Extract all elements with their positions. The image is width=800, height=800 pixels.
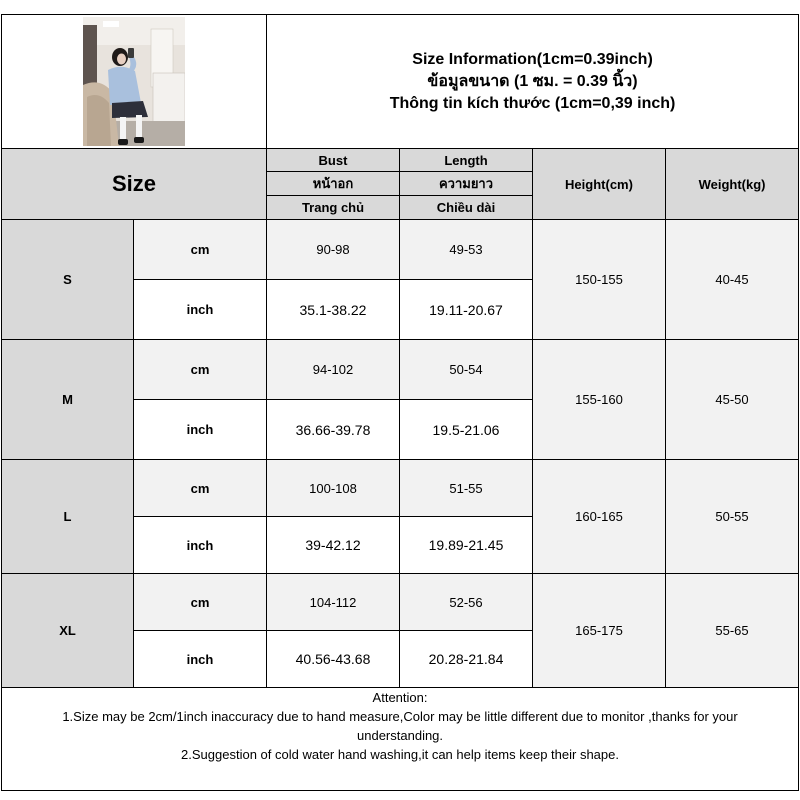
weight-header: Weight(kg): [666, 149, 799, 220]
attention-title: Attention:: [372, 690, 428, 705]
unit-label: inch: [134, 517, 267, 574]
unit-label: cm: [134, 574, 267, 631]
table-row: [2, 340, 799, 400]
length-header: Length: [400, 149, 533, 172]
intro-row: [2, 15, 799, 149]
length-value: 19.89-21.45: [400, 517, 533, 574]
table-row: [2, 220, 799, 280]
height-value: 165-175: [533, 574, 666, 688]
title-line-english: Size Information(1cm=0.39inch): [412, 50, 653, 68]
product-photo: [83, 17, 185, 146]
attention-note-2: 2.Suggestion of cold water hand washing,it can help items keep their shape.: [181, 747, 619, 762]
table-row: [2, 460, 799, 517]
bust-value: 35.1-38.22: [267, 280, 400, 340]
length-value: 51-55: [400, 460, 533, 517]
height-header: Height(cm): [533, 149, 666, 220]
bust-value: 90-98: [267, 220, 400, 280]
length-value: 19.5-21.06: [400, 400, 533, 460]
height-value: 160-165: [533, 460, 666, 574]
weight-value: 50-55: [666, 460, 799, 574]
weight-value: 45-50: [666, 340, 799, 460]
bust-value: 100-108: [267, 460, 400, 517]
size-info-title: [267, 15, 799, 149]
bust-value: 40.56-43.68: [267, 631, 400, 688]
length-value: 50-54: [400, 340, 533, 400]
size-column-header: Size: [2, 149, 267, 220]
size-label: M: [2, 340, 134, 460]
size-label: L: [2, 460, 134, 574]
size-label: S: [2, 220, 134, 340]
length-value: 20.28-21.84: [400, 631, 533, 688]
photo-cell: [2, 15, 267, 149]
table-row: [2, 574, 799, 631]
bust-value: 36.66-39.78: [267, 400, 400, 460]
bust-value: 104-112: [267, 574, 400, 631]
length-header-vietnamese: Chiều dài: [400, 196, 533, 220]
bust-value: 94-102: [267, 340, 400, 400]
unit-label: cm: [134, 460, 267, 517]
unit-label: cm: [134, 220, 267, 280]
length-value: 52-56: [400, 574, 533, 631]
unit-label: inch: [134, 631, 267, 688]
title-line-vietnamese: Thông tin kích thước (1cm=0,39 inch): [389, 94, 676, 112]
length-value: 49-53: [400, 220, 533, 280]
attention-notes: [2, 688, 799, 791]
height-value: 155-160: [533, 340, 666, 460]
length-header-thai: ความยาว: [400, 172, 533, 196]
unit-label: cm: [134, 340, 267, 400]
bust-header-vietnamese: Trang chủ: [267, 196, 400, 220]
attention-note-1: 1.Size may be 2cm/1inch inaccuracy due to hand measure,Color may be little different due to monitor ,thanks for your understanding.: [62, 709, 738, 743]
unit-label: inch: [134, 280, 267, 340]
weight-value: 40-45: [666, 220, 799, 340]
title-line-thai: ข้อมูลขนาด (1 ซม. = 0.39 นิ้ว): [427, 72, 638, 90]
weight-value: 55-65: [666, 574, 799, 688]
attention-row: [2, 688, 799, 791]
bust-value: 39-42.12: [267, 517, 400, 574]
bust-header-thai: หน้าอก: [267, 172, 400, 196]
size-label: XL: [2, 574, 134, 688]
height-value: 150-155: [533, 220, 666, 340]
unit-label: inch: [134, 400, 267, 460]
header-row: [2, 149, 799, 172]
size-chart-table: [1, 14, 799, 791]
length-value: 19.11-20.67: [400, 280, 533, 340]
bust-header: Bust: [267, 149, 400, 172]
